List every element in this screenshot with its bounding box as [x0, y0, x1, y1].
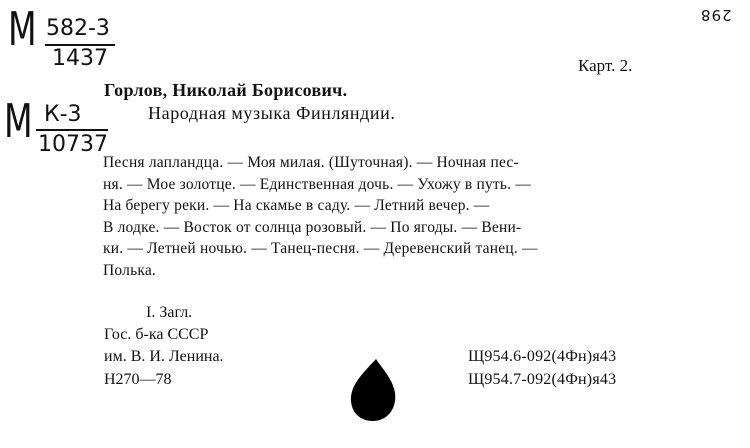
card-code: Н270—78 — [104, 371, 172, 388]
contents-line: На берегу реки. — На скамье в саду. — Летний вечер. — — [103, 197, 490, 214]
shelf-mark-letter-1: М — [8, 2, 37, 56]
classification-code-2: Щ954.7-092(4Фн)я43 — [468, 371, 617, 388]
contents-line: Песня лапландца. — Моя милая. (Шуточная). — Ночная пес- — [103, 154, 519, 171]
library-name: Гос. б-ка СССР — [104, 326, 209, 343]
shelf-mark-top-1: 582-3 — [46, 16, 110, 41]
stamp-number: 298 — [700, 6, 732, 24]
shelf-mark-bottom-2: 10737 — [38, 132, 108, 157]
card-number: Карт. 2. — [578, 56, 633, 75]
index-entry: I. Загл. — [146, 304, 193, 321]
contents-line: ки. — Летней ночью. — Танец-песня. — Деревенский танец. — — [103, 240, 538, 257]
title: Народная музыка Финляндии. — [148, 103, 396, 123]
ink-blot — [349, 357, 397, 423]
shelf-mark-rule-2 — [36, 129, 108, 131]
author-heading: Горлов, Николай Борисович. — [104, 80, 348, 100]
shelf-mark-bottom-1: 1437 — [52, 46, 108, 71]
contents-line: В лодке. — Восток от солнца розовый. — По ягоды. — Вени- — [103, 218, 522, 236]
contents-line: ня. — Мое золотце. — Единственная дочь. — Ухожу в путь. — — [103, 175, 531, 193]
contents-line: Полька. — [103, 261, 156, 279]
shelf-mark-letter-2: М — [4, 94, 33, 148]
shelf-mark-top-2: К-3 — [44, 102, 82, 127]
library-name-cont: им. В. И. Ленина. — [104, 348, 224, 365]
classification-code-1: Щ954.6-092(4Фн)я43 — [468, 348, 617, 365]
contents-note — [103, 152, 648, 281]
